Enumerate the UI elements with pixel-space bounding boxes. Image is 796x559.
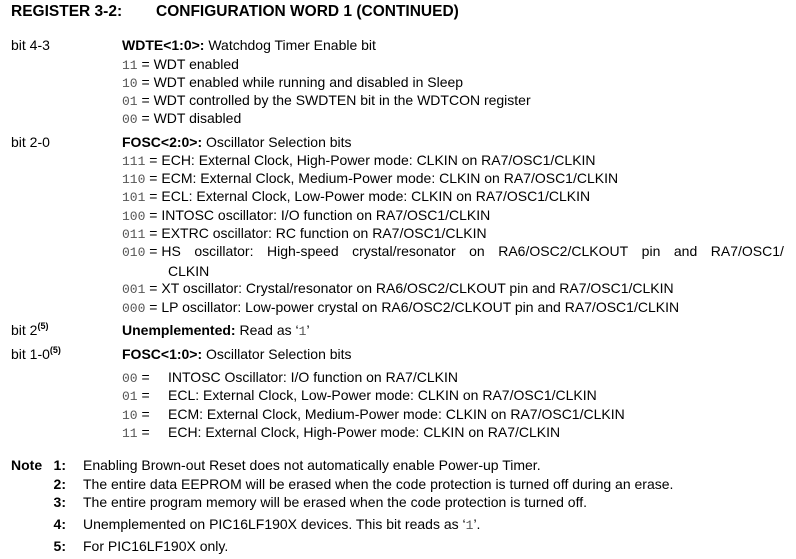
fosc-option-row: 111 = ECH: External Clock, High-Power mode: CLKIN on RA7/OSC1/CLKIN [122, 152, 596, 169]
wdte-description: Watchdog Timer Enable bit [204, 37, 376, 53]
fosc-description: Oscillator Selection bits [202, 134, 352, 150]
unimplemented-code: 1 [298, 324, 307, 339]
wdte-option-row: 01 = WDT controlled by the SWDTEN bit in the WDTCON register [122, 92, 531, 109]
note-number: 3: [53, 494, 66, 510]
option-code: 00 [122, 371, 138, 386]
option-code: 000 [122, 301, 146, 316]
option-code: 00 [122, 112, 138, 127]
fosc10-heading [122, 345, 352, 363]
fosc10-field-name: FOSC<1:0>: [122, 346, 203, 362]
bit-label-fosc: bit 2-0 [11, 134, 50, 150]
unimplemented-desc-end: ’ [306, 322, 310, 338]
option-code: 10 [122, 76, 138, 91]
unimplemented-field-name: Unemplemented: [122, 322, 236, 338]
unimplemented-desc: Read as ‘ [235, 322, 299, 338]
option-code: 111 [122, 154, 146, 169]
fosc-option-row-hs: 010 = HS oscillator: High-speed crystal/resonator on RA6/OSC2/CLKOUT pin and RA7/OSC1/ CLKIN [122, 243, 784, 280]
fosc-option-row: 000 = LP oscillator: Low-power crystal on RA6/OSC2/CLKOUT pin and RA7/OSC1/CLKIN [122, 299, 680, 316]
fosc-heading [122, 133, 352, 151]
option-code: 010 [122, 245, 146, 260]
note-text: Enabling Brown-out Reset does not automatically enable Power-up Timer. [83, 457, 541, 473]
option-text: WDT enabled [153, 56, 239, 72]
option-text-word: crystal/resonator [352, 243, 456, 259]
note-text [83, 515, 480, 535]
option-code: 10 [122, 408, 138, 423]
option-code: 01 [122, 389, 138, 404]
option-text-word: and [673, 243, 698, 259]
note-text-part: Unemplemented on PIC16LF190X devices. This bit reads as ‘ [83, 516, 466, 532]
option-code: 11 [122, 58, 138, 73]
note-number: 4: [53, 516, 66, 532]
footnote-ref: (5) [49, 345, 61, 355]
note-code: 1 [465, 518, 474, 533]
unimplemented-heading [122, 321, 310, 341]
option-code: 100 [122, 209, 146, 224]
register-name: CONFIGURATION WORD 1 (CONTINUED) [156, 3, 459, 20]
option-text-word: RA7/OSC1/ [710, 243, 784, 259]
option-text: WDT disabled [153, 110, 242, 126]
wdte-option-row: 11 = WDT enabled [122, 56, 239, 73]
note-number: 5: [53, 538, 66, 554]
note-number: 1: [53, 457, 66, 473]
option-text: WDT enabled while running and disabled in Sleep [153, 74, 464, 90]
option-text: ECH: External Clock, High-Power mode: CLKIN on RA7/OSC1/CLKIN [161, 152, 596, 168]
option-text-word: HS [161, 243, 181, 259]
wdte-option-row: 00 = WDT disabled [122, 110, 242, 127]
option-text: EXTRC oscillator: RC function on RA7/OSC1/CLKIN [161, 225, 487, 241]
fosc-option-row: 001 = XT oscillator: Crystal/resonator on RA6/OSC2/CLKOUT pin and RA7/OSC1/CLKIN [122, 280, 674, 297]
wdte-option-row: 10 = WDT enabled while running and disabled in Sleep [122, 74, 464, 91]
option-text-word: oscillator: [194, 243, 254, 259]
option-text-word: on [469, 243, 485, 259]
option-text-continued: CLKIN [168, 263, 210, 280]
bit-label-wdte: bit 4-3 [11, 37, 50, 53]
fosc10-option-row: 00 = INTOSC Oscillator: I/O function on RA7/CLKIN [122, 369, 458, 386]
register-number: REGISTER 3-2: [11, 3, 123, 20]
option-text-word: pin [641, 243, 661, 259]
option-code: 011 [122, 227, 146, 242]
option-text-word: High-speed [267, 243, 339, 259]
option-text: XT oscillator: Crystal/resonator on RA6/OSC2/CLKOUT pin and RA7/OSC1/CLKIN [161, 280, 674, 296]
wdte-field-name: WDTE<1:0>: [122, 37, 205, 53]
fosc10-option-row: 10 = ECM: External Clock, Medium-Power mode: CLKIN on RA7/OSC1/CLKIN [122, 406, 625, 423]
option-code: 001 [122, 282, 146, 297]
fosc10-option-row: 01 = ECL: External Clock, Low-Power mode: CLKIN on RA7/OSC1/CLKIN [122, 387, 597, 404]
fosc10-option-row: 11 = ECH: External Clock, High-Power mode: CLKIN on RA7/CLKIN [122, 424, 561, 441]
note-text: The entire data EEPROM will be erased when the code protection is turned off during an erase. [83, 476, 674, 492]
bit-label-fosc10 [11, 345, 61, 363]
note-text: The entire program memory will be erased when the code protection is turned off. [83, 494, 587, 510]
bit-label-unimplemented [11, 321, 48, 339]
option-text: ECL: External Clock, Low-Power mode: CLKIN on RA7/OSC1/CLKIN [161, 188, 591, 204]
option-code: 101 [122, 190, 146, 205]
fosc-option-row: 100 = INTOSC oscillator: I/O function on RA7/OSC1/CLKIN [122, 207, 491, 224]
note-label: Note [11, 457, 43, 473]
fosc-field-name: FOSC<2:0>: [122, 134, 203, 150]
option-text: ECM: External Clock, Medium-Power mode: CLKIN on RA7/OSC1/CLKIN [161, 170, 619, 186]
fosc-option-row: 101 = ECL: External Clock, Low-Power mode: CLKIN on RA7/OSC1/CLKIN [122, 188, 591, 205]
option-code: 01 [122, 94, 138, 109]
fosc10-description: Oscillator Selection bits [202, 346, 352, 362]
option-text: WDT controlled by the SWDTEN bit in the WDTCON register [153, 92, 531, 108]
note-text: For PIC16LF190X only. [83, 538, 229, 554]
note-number: 2: [53, 476, 66, 492]
fosc-option-row: 011 = EXTRC oscillator: RC function on RA7/OSC1/CLKIN [122, 225, 487, 242]
option-text: INTOSC Oscillator: I/O function on RA7/CLKIN [168, 369, 458, 385]
fosc-option-row: 110 = ECM: External Clock, Medium-Power mode: CLKIN on RA7/OSC1/CLKIN [122, 170, 619, 187]
bit-label-text: bit 1-0 [11, 346, 50, 362]
wdte-heading [122, 36, 376, 54]
footnote-ref: (5) [37, 321, 49, 331]
bit-label-text: bit 2 [11, 322, 38, 338]
option-text: ECH: External Clock, High-Power mode: CLKIN on RA7/CLKIN [168, 424, 561, 440]
option-text: INTOSC oscillator: I/O function on RA7/OSC1/CLKIN [161, 207, 491, 223]
register-title [11, 3, 459, 21]
option-code: 11 [122, 426, 138, 441]
note-text-part: ’. [473, 516, 481, 532]
option-text: ECL: External Clock, Low-Power mode: CLKIN on RA7/OSC1/CLKIN [168, 387, 597, 403]
option-code: 110 [122, 172, 146, 187]
option-text: LP oscillator: Low-power crystal on RA6/OSC2/CLKOUT pin and RA7/OSC1/CLKIN [161, 299, 680, 315]
option-text: ECM: External Clock, Medium-Power mode: CLKIN on RA7/OSC1/CLKIN [168, 406, 625, 422]
option-text-word: RA6/OSC2/CLKOUT [498, 243, 629, 259]
